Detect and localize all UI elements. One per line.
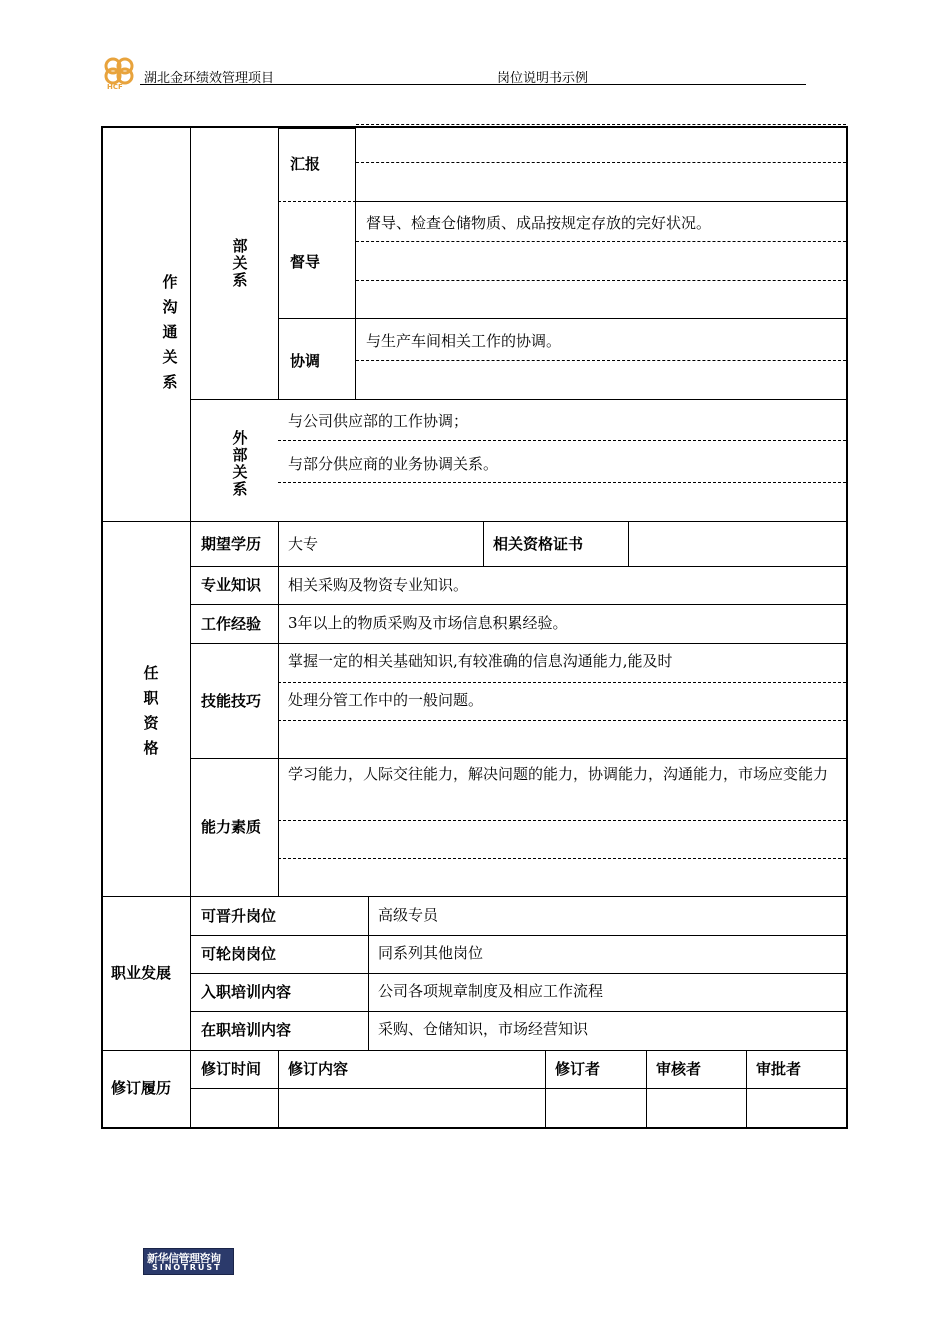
header-doc-title: 岗位说明书示例 [497,71,589,86]
footer-logo-cn: 新华信管理咨询 [147,1252,221,1265]
logo-text: HCF [107,83,123,91]
revision-header-content: 修订内容 [288,1060,349,1078]
revision-header-time: 修订时间 [201,1060,262,1078]
report-label: 汇报 [290,155,321,173]
supervise-label: 督导 [290,253,321,271]
abilities-label: 能力素质 [201,818,262,836]
career-row-label: 在职培训内容 [201,1021,292,1039]
experience-label: 工作经验 [201,615,262,633]
career-row-value: 高级专员 [378,906,439,924]
footer-logo [143,1248,234,1275]
education-label: 期望学历 [201,535,262,553]
career-row-value: 同系列其他岗位 [378,944,484,962]
education-value: 大专 [288,535,319,553]
communication-section-title: 作 沟 通 关 系 [162,273,178,391]
revision-header-reviewer: 审核者 [656,1060,702,1078]
coordinate-content: 与生产车间相关工作的协调。 [366,332,562,350]
certificate-label: 相关资格证书 [493,535,584,553]
career-row-label: 入职培训内容 [201,983,292,1001]
career-row-value: 采购、仓储知识，市场经营知识 [378,1020,589,1038]
career-row-value: 公司各项规章制度及相应工作流程 [378,982,604,1000]
revision-header-approver: 审批者 [756,1060,802,1078]
qualifications-section-title: 任 职 资 格 [143,664,159,757]
career-row-label: 可轮岗岗位 [201,945,277,963]
skills-line-1: 掌握一定的相关基础知识,有较准确的信息沟通能力,能及时 [288,652,673,670]
supervise-content: 督导、检查仓储物质、成品按规定存放的完好状况。 [366,214,712,232]
knowledge-value: 相关采购及物资专业知识。 [288,576,469,594]
experience-value: 3年以上的物质采购及市场信息积累经验。 [288,614,568,632]
abilities-value: 学习能力，人际交往能力，解决问题的能力，协调能力，沟通能力，市场应变能力 [288,765,829,783]
skills-label: 技能技巧 [201,692,262,710]
footer-logo-en: SINOTRUST [152,1263,222,1272]
external-relations-label: 外 部 关 系 [232,429,248,498]
coordinate-label: 协调 [290,352,321,370]
external-line-1: 与公司供应部的工作协调； [288,412,469,430]
header-project: 湖北金环绩效管理项目 [144,71,275,86]
career-section-title: 职业发展 [111,964,172,982]
knowledge-label: 专业知识 [201,576,262,594]
revision-header-reviser: 修订者 [555,1060,601,1078]
revision-section-title: 修订履历 [111,1079,172,1097]
skills-line-2: 处理分管工作中的一般问题。 [288,691,484,709]
external-line-2: 与部分供应商的业务协调关系。 [288,455,499,473]
career-row-label: 可晋升岗位 [201,907,277,925]
internal-relations-label: 部 关 系 [232,237,248,289]
